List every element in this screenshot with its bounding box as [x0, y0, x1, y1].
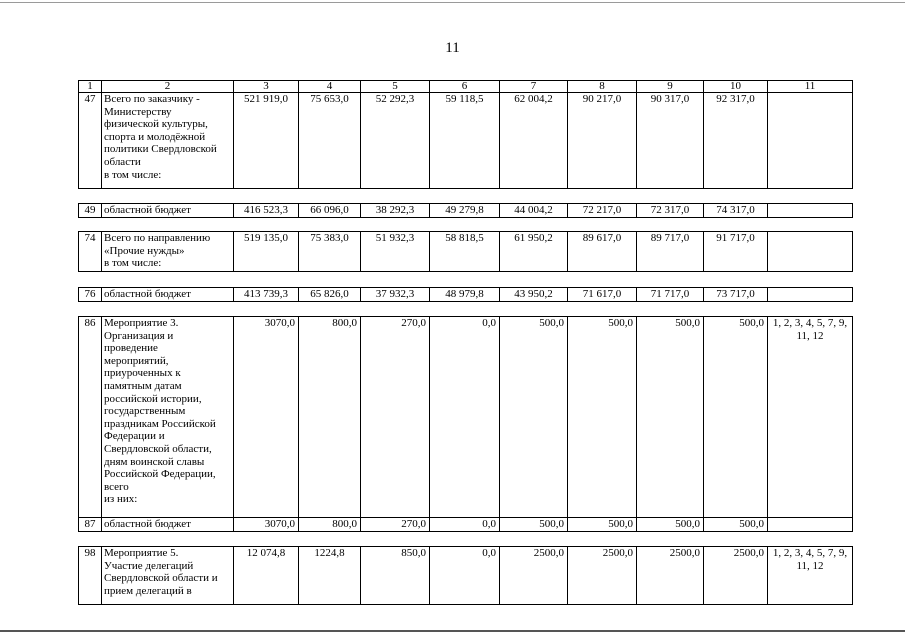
- row-number: 49: [79, 204, 102, 218]
- targets-cell: [768, 204, 853, 218]
- table-block-47: [78, 92, 853, 189]
- table-block-49: [78, 203, 853, 218]
- value-cell: 71 717,0: [637, 288, 704, 302]
- scan-edge-top: [0, 2, 905, 3]
- table-row: [79, 317, 853, 518]
- value-cell: 43 950,2: [500, 288, 568, 302]
- table-row: [79, 232, 853, 272]
- header-cell: 10: [704, 81, 768, 93]
- targets-cell: [768, 518, 853, 532]
- row-number: 74: [79, 232, 102, 272]
- targets-cell: [768, 232, 853, 272]
- value-cell: 89 617,0: [568, 232, 637, 272]
- value-cell: 500,0: [637, 317, 704, 518]
- value-cell: 3070,0: [234, 518, 299, 532]
- value-cell: 51 932,3: [361, 232, 430, 272]
- value-cell: 413 739,3: [234, 288, 299, 302]
- targets-cell: [768, 288, 853, 302]
- value-cell: 519 135,0: [234, 232, 299, 272]
- value-cell: 92 317,0: [704, 93, 768, 189]
- table-block-98: [78, 546, 853, 605]
- value-cell: 2500,0: [704, 547, 768, 605]
- value-cell: 74 317,0: [704, 204, 768, 218]
- value-cell: 59 118,5: [430, 93, 500, 189]
- targets-text: 1, 2, 3, 4, 5, 7, 9, 11, 12: [772, 317, 848, 342]
- value-cell: 800,0: [299, 317, 361, 518]
- value-cell: 3070,0: [234, 317, 299, 518]
- value-cell: 0,0: [430, 518, 500, 532]
- row-name-text: Всего по направлению «Прочие нужды» в том числе:: [104, 232, 211, 270]
- table-row: [79, 204, 853, 218]
- row-number: 47: [79, 93, 102, 189]
- value-cell: 270,0: [361, 317, 430, 518]
- value-cell: 521 919,0: [234, 93, 299, 189]
- value-cell: 52 292,3: [361, 93, 430, 189]
- value-cell: 500,0: [637, 518, 704, 532]
- value-cell: 75 653,0: [299, 93, 361, 189]
- table-block-74: [78, 231, 853, 272]
- row-name: [102, 204, 234, 218]
- value-cell: 90 217,0: [568, 93, 637, 189]
- header-cell: 7: [500, 81, 568, 93]
- value-cell: 62 004,2: [500, 93, 568, 189]
- value-cell: 75 383,0: [299, 232, 361, 272]
- table-row: [79, 93, 853, 189]
- value-cell: 800,0: [299, 518, 361, 532]
- row-number: 87: [79, 518, 102, 532]
- header-cell: 3: [234, 81, 299, 93]
- value-cell: 0,0: [430, 547, 500, 605]
- row-name: [102, 317, 234, 518]
- row-name: [102, 547, 234, 605]
- row-name-text: областной бюджет: [104, 288, 191, 300]
- value-cell: 500,0: [568, 518, 637, 532]
- value-cell: 44 004,2: [500, 204, 568, 218]
- row-number: 76: [79, 288, 102, 302]
- value-cell: 65 826,0: [299, 288, 361, 302]
- row-name: [102, 232, 234, 272]
- value-cell: 500,0: [704, 518, 768, 532]
- header-cell: 2: [102, 81, 234, 93]
- header-cell: 5: [361, 81, 430, 93]
- value-cell: 500,0: [500, 317, 568, 518]
- value-cell: 1224,8: [299, 547, 361, 605]
- header-cell: 11: [768, 81, 853, 93]
- value-cell: 38 292,3: [361, 204, 430, 218]
- row-name: [102, 288, 234, 302]
- value-cell: 66 096,0: [299, 204, 361, 218]
- header-cell: 9: [637, 81, 704, 93]
- value-cell: 58 818,5: [430, 232, 500, 272]
- value-cell: 90 317,0: [637, 93, 704, 189]
- header-cell: 1: [79, 81, 102, 93]
- value-cell: 49 279,8: [430, 204, 500, 218]
- targets-cell: [768, 317, 853, 518]
- header-cell: 8: [568, 81, 637, 93]
- value-cell: 2500,0: [500, 547, 568, 605]
- value-cell: 73 717,0: [704, 288, 768, 302]
- row-name-text: Мероприятие 5. Участие делегаций Свердловской области и прием делегаций в: [104, 547, 218, 597]
- value-cell: 91 717,0: [704, 232, 768, 272]
- targets-cell: [768, 93, 853, 189]
- row-number: 98: [79, 547, 102, 605]
- row-name-text: областной бюджет: [104, 204, 191, 216]
- value-cell: 71 617,0: [568, 288, 637, 302]
- value-cell: 37 932,3: [361, 288, 430, 302]
- scan-edge-bottom: [0, 630, 905, 632]
- targets-text: 1, 2, 3, 4, 5, 7, 9, 11, 12: [772, 547, 848, 572]
- value-cell: 500,0: [568, 317, 637, 518]
- value-cell: 48 979,8: [430, 288, 500, 302]
- value-cell: 500,0: [500, 518, 568, 532]
- row-name-text: областной бюджет: [104, 518, 191, 530]
- value-cell: 72 217,0: [568, 204, 637, 218]
- row-number: 86: [79, 317, 102, 518]
- value-cell: 72 317,0: [637, 204, 704, 218]
- row-name: [102, 518, 234, 532]
- value-cell: 2500,0: [568, 547, 637, 605]
- row-name-text: Мероприятие 3. Организация и проведение мероприятий, приуроченных к памятным датам российской истории, государственным праздникам Российской Федерации и Свердловской области, дням воинской славы Российской Федерации, всего из них:: [104, 317, 216, 506]
- targets-cell: [768, 547, 853, 605]
- value-cell: 0,0: [430, 317, 500, 518]
- table-row: [79, 518, 853, 532]
- value-cell: 12 074,8: [234, 547, 299, 605]
- page-number: 11: [445, 40, 460, 56]
- value-cell: 270,0: [361, 518, 430, 532]
- table-block-86: [78, 316, 853, 532]
- value-cell: 416 523,3: [234, 204, 299, 218]
- value-cell: 61 950,2: [500, 232, 568, 272]
- row-name-text: Всего по заказчику - Министерству физической культуры, спорта и молодёжной политики Свердловской области в том числе:: [104, 93, 217, 181]
- table-row: [79, 547, 853, 605]
- value-cell: 89 717,0: [637, 232, 704, 272]
- value-cell: 2500,0: [637, 547, 704, 605]
- header-cell: 4: [299, 81, 361, 93]
- row-name: [102, 93, 234, 189]
- value-cell: 850,0: [361, 547, 430, 605]
- header-cell: 6: [430, 81, 500, 93]
- table-row: [79, 288, 853, 302]
- table-block-76: [78, 287, 853, 302]
- header-row: [79, 81, 853, 93]
- value-cell: 500,0: [704, 317, 768, 518]
